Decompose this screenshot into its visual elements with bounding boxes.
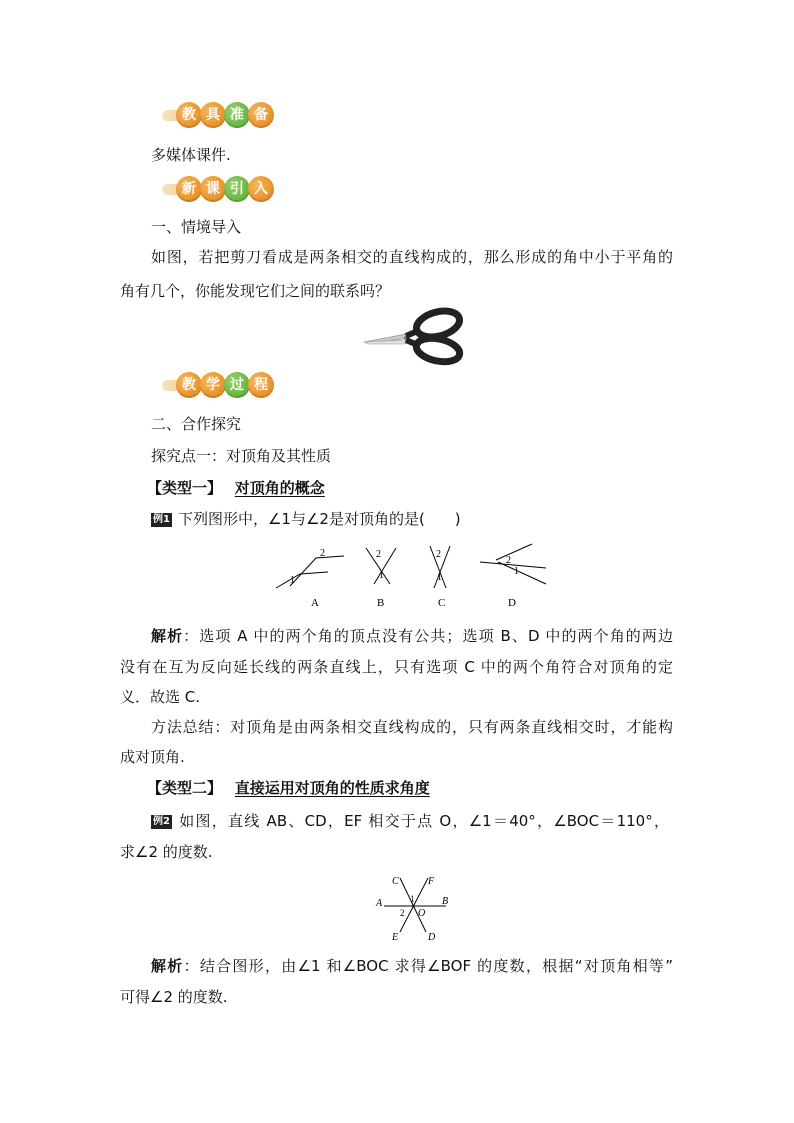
type2-title: 直接运用对顶角的性质求角度: [234, 779, 430, 797]
angle-label-2: 2: [320, 548, 325, 559]
intro-heading: 一、情境导入: [151, 218, 242, 236]
option-a-label: A: [311, 597, 319, 609]
angle-label-1: 1: [379, 570, 384, 581]
option-d-label: D: [508, 597, 516, 609]
analysis-2-line-1: 解析：结合图形，由∠1 和∠BOC 求得∠BOF 的度数，根据“对顶角相等”: [151, 957, 673, 975]
banner-char: 入: [248, 176, 274, 202]
process-heading: 二、合作探究: [151, 415, 242, 433]
banner-char: 新: [176, 176, 202, 202]
section-banner-materials: [162, 102, 282, 130]
point-label-d: D: [428, 932, 436, 942]
options-figure: [270, 538, 560, 610]
analysis-1-line-1: 解析：选项 A 中的两个角的顶点没有公共；选项 B、D 中的两个角的两边: [151, 627, 673, 645]
type2-tag: 【类型二】: [147, 779, 223, 797]
analysis-label: 解析: [151, 627, 184, 645]
type1-tag: 【类型一】: [147, 479, 223, 497]
point-label-o: O: [418, 908, 426, 919]
point-label-a: A: [376, 898, 383, 909]
point-label-b: B: [442, 896, 449, 907]
point-label-c: C: [392, 876, 399, 887]
summary-line-2: 成对顶角.: [120, 748, 185, 766]
summary-label: 方法总结: [151, 718, 215, 736]
angle-label-2: 2: [436, 549, 441, 560]
analysis-1-line-3: 义．故选 C.: [120, 688, 201, 706]
angle-label-1: 1: [437, 572, 442, 583]
angle-label-2: 2: [400, 908, 405, 918]
banner-char: 过: [224, 372, 250, 398]
analysis-2-line-2: 可得∠2 的度数.: [120, 988, 228, 1006]
angle-label-1: 1: [410, 894, 415, 904]
scissors-image: [360, 306, 466, 368]
example-2-line-2: 求∠2 的度数.: [120, 843, 213, 861]
type2-heading: [147, 779, 430, 797]
option-b-label: B: [377, 597, 385, 609]
summary-line-1: 方法总结：对顶角是由两条相交直线构成的，只有两条直线相交时，才能构: [151, 718, 673, 736]
intersecting-lines-figure: [370, 870, 458, 942]
option-c-figure: [430, 546, 450, 609]
banner-char: 具: [200, 102, 226, 128]
point-label-f: F: [428, 876, 435, 887]
angle-label-1: 1: [514, 566, 519, 577]
intro-line-1: 如图，若把剪刀看成是两条相交的直线构成的，那么形成的角中小于平角的: [151, 248, 673, 266]
banner-char: 准: [224, 102, 250, 128]
example-badge: 例2: [153, 816, 170, 827]
section-banner-intro: [162, 176, 282, 204]
banner-char: 课: [200, 176, 226, 202]
type1-heading: [147, 479, 325, 497]
option-b-figure: [366, 548, 396, 609]
example-1: [151, 510, 461, 528]
option-c-label: C: [438, 597, 446, 609]
type1-title: 对顶角的概念: [234, 479, 325, 497]
point-label-e: E: [392, 932, 399, 942]
example-1-question: 下列图形中，∠1与∠2是对顶角的是( ): [177, 510, 461, 528]
banner-char: 教: [176, 102, 202, 128]
example-badge: 例1: [153, 514, 170, 525]
option-d-figure: [480, 544, 546, 609]
analysis-1-line-2: 没有在互为反向延长线的两条直线上，只有选项 C 中的两个角符合对顶角的定: [120, 658, 673, 676]
banner-char: 学: [200, 372, 226, 398]
angle-label-1: 1: [290, 575, 295, 586]
angle-label-2: 2: [376, 549, 381, 560]
banner-char: 程: [248, 372, 274, 398]
explore-point-1: 探究点一：对顶角及其性质: [151, 447, 332, 465]
analysis-label: 解析: [151, 957, 184, 975]
banner-char: 引: [224, 176, 250, 202]
angle-label-2: 2: [506, 555, 511, 566]
banner-char: 备: [248, 102, 274, 128]
option-a-figure: [276, 548, 344, 609]
intro-line-2: 角有几个，你能发现它们之间的联系吗？: [120, 282, 391, 300]
banner-char: 教: [176, 372, 202, 398]
materials-text: 多媒体课件.: [151, 146, 231, 164]
example-2-line-1: 例2 如图，直线 AB、CD，EF 相交于点 O，∠1＝40°，∠BOC＝110°，: [153, 812, 669, 830]
section-banner-process: [162, 372, 282, 400]
